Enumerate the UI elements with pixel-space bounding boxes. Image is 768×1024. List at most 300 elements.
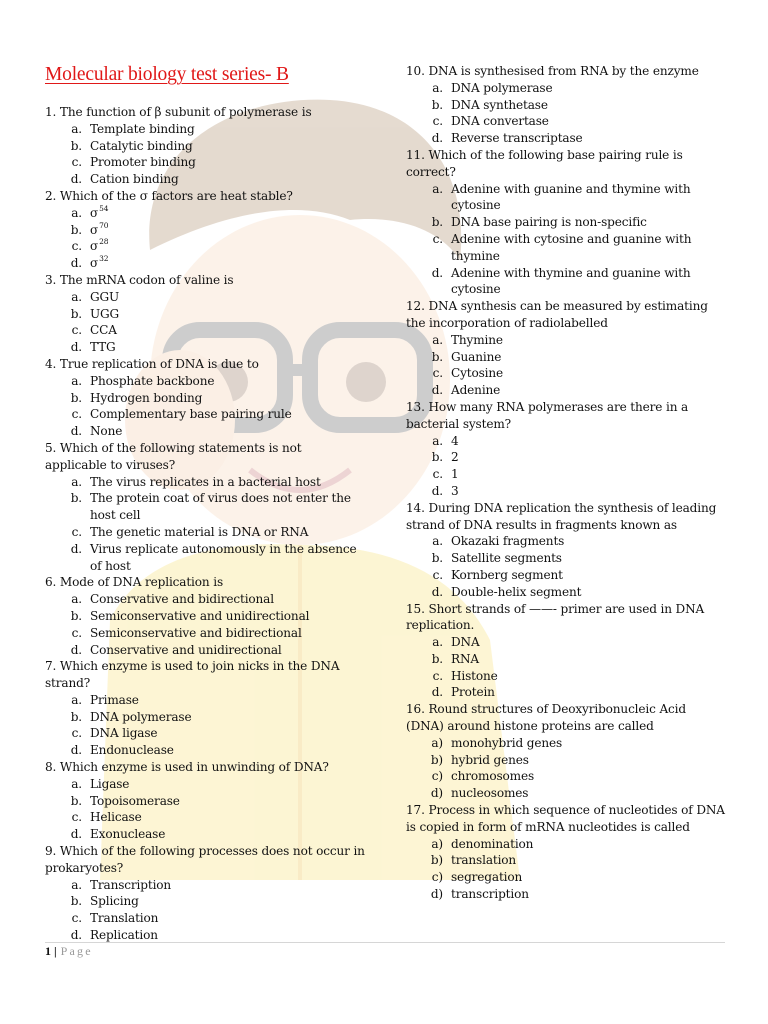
question-block — [45, 440, 365, 574]
option-label: b. — [70, 793, 82, 808]
option-text-wrap — [90, 121, 365, 138]
option-text: Translation — [90, 911, 159, 926]
option-label: a. — [432, 181, 443, 196]
question-block — [406, 802, 726, 903]
option-label: c. — [71, 239, 82, 254]
option-text: Adenine with cytosine and guanine with thymine — [451, 231, 692, 263]
option-item — [406, 332, 726, 349]
option-text-wrap — [451, 752, 726, 769]
option-label: b. — [70, 894, 82, 909]
question-text: 1. The function of β subunit of polymerase is — [45, 105, 312, 119]
option-text: Semiconservative and unidirectional — [90, 608, 310, 623]
option-label: a. — [432, 332, 443, 347]
option-text: Primase — [90, 692, 139, 707]
option-label: b. — [431, 450, 443, 465]
option-text: Thymine — [451, 332, 503, 347]
option-text-wrap — [451, 533, 726, 550]
option-text-wrap — [451, 433, 726, 450]
option-text-wrap — [451, 651, 726, 668]
option-superscript: 70 — [99, 220, 109, 230]
option-text-wrap — [90, 877, 365, 894]
option-label: c. — [71, 323, 82, 338]
option-text-wrap — [451, 886, 726, 903]
option-text-wrap — [90, 608, 365, 625]
option-item — [45, 524, 365, 541]
option-label: d) — [430, 887, 443, 902]
option-text: Virus replicate autonomously in the absence of host — [90, 541, 357, 573]
option-text: Phosphate backbone — [90, 373, 215, 388]
question-text: 13. How many RNA polymerases are there in a bacterial system? — [406, 399, 689, 431]
option-text-wrap — [90, 306, 365, 323]
option-item — [406, 651, 726, 668]
option-item — [45, 390, 365, 407]
left-column — [45, 104, 365, 944]
option-item — [45, 373, 365, 390]
question-text: 11. Which of the following base pairing rule is correct? — [406, 147, 683, 179]
option-item — [406, 533, 726, 550]
option-text-wrap — [451, 113, 726, 130]
option-label: b. — [431, 651, 443, 666]
option-text: Kornberg segment — [451, 567, 563, 582]
option-item — [406, 97, 726, 114]
option-item — [406, 785, 726, 802]
option-item — [406, 836, 726, 853]
option-text: GGU — [90, 289, 120, 304]
question-text: 14. During DNA replication the synthesis of leading strand of DNA results in fragments known as — [406, 500, 717, 532]
page-label: Page — [60, 944, 93, 958]
option-item — [45, 289, 365, 306]
option-text-wrap — [451, 231, 726, 265]
option-label: c. — [432, 567, 443, 582]
option-text-wrap — [90, 524, 365, 541]
option-label: b. — [70, 222, 82, 237]
option-list — [406, 634, 726, 701]
option-text: Replication — [90, 928, 158, 943]
option-text: nucleosomes — [451, 786, 529, 801]
option-label: b. — [70, 138, 82, 153]
option-label: b. — [70, 709, 82, 724]
option-text: UGG — [90, 306, 120, 321]
option-label: b. — [70, 608, 82, 623]
option-text: DNA polymerase — [90, 709, 192, 724]
option-item — [406, 265, 726, 299]
option-label: d. — [70, 541, 82, 556]
option-label: a. — [71, 776, 82, 791]
option-text-wrap — [90, 776, 365, 793]
option-label: b. — [431, 215, 443, 230]
option-text-wrap — [90, 406, 365, 423]
option-item — [45, 171, 365, 188]
option-text: Transcription — [90, 877, 172, 892]
option-text-wrap — [90, 289, 365, 306]
option-superscript: 28 — [99, 237, 109, 247]
question-text: 8. Which enzyme is used in unwinding of DNA? — [45, 760, 329, 775]
option-label: c. — [432, 366, 443, 381]
option-item — [406, 768, 726, 785]
option-item — [45, 138, 365, 155]
option-text-wrap — [451, 349, 726, 366]
option-label: a. — [71, 373, 82, 388]
option-text-wrap — [451, 836, 726, 853]
option-text: σ — [90, 239, 99, 254]
option-superscript: 54 — [99, 203, 109, 213]
option-text-wrap — [90, 742, 365, 759]
option-text-wrap — [451, 785, 726, 802]
option-text-wrap — [90, 692, 365, 709]
option-label: d. — [70, 256, 82, 271]
option-label: a. — [71, 205, 82, 220]
option-item — [45, 809, 365, 826]
option-label: d. — [70, 172, 82, 187]
option-label: a. — [71, 692, 82, 707]
option-text-wrap — [90, 591, 365, 608]
option-text: The protein coat of virus does not enter the host cell — [90, 491, 351, 523]
option-text: σ — [90, 222, 99, 237]
option-text-wrap — [90, 138, 365, 155]
question-text: 12. DNA synthesis can be measured by estimating the incorporation of radiolabelled — [406, 299, 708, 330]
option-text: Endonuclease — [90, 743, 174, 758]
option-text-wrap — [451, 265, 726, 299]
option-label: a. — [71, 877, 82, 892]
option-item — [406, 130, 726, 147]
option-item — [45, 222, 365, 239]
option-list — [45, 591, 365, 658]
option-text-wrap — [90, 642, 365, 659]
option-item — [45, 255, 365, 272]
option-text-wrap — [451, 483, 726, 500]
option-text-wrap — [90, 423, 365, 440]
option-label: b. — [70, 306, 82, 321]
option-item — [45, 154, 365, 171]
option-text: DNA base pairing is non-specific — [451, 215, 647, 230]
option-item — [406, 80, 726, 97]
option-text-wrap — [90, 322, 365, 339]
option-text-wrap — [451, 567, 726, 584]
question-text: 7. Which enzyme is used to join nicks in the DNA strand? — [45, 659, 340, 691]
option-text-wrap — [90, 222, 365, 239]
option-label: d. — [431, 685, 443, 700]
option-text-wrap — [451, 634, 726, 651]
option-item — [406, 214, 726, 231]
option-list — [45, 373, 365, 440]
question-block — [45, 272, 365, 356]
option-text: Double-helix segment — [451, 584, 582, 599]
option-text: hybrid genes — [451, 752, 529, 767]
option-item — [406, 584, 726, 601]
page-footer — [45, 944, 93, 959]
question-text: 10. DNA is synthesised from RNA by the enzyme — [406, 64, 699, 78]
option-item — [406, 735, 726, 752]
option-list — [45, 877, 365, 944]
option-text: DNA synthetase — [451, 97, 548, 112]
option-text-wrap — [451, 684, 726, 701]
option-label: b. — [70, 491, 82, 506]
option-item — [45, 793, 365, 810]
option-item — [45, 121, 365, 138]
option-text: DNA ligase — [90, 726, 158, 741]
option-text-wrap — [90, 154, 365, 171]
option-text-wrap — [451, 550, 726, 567]
option-text: Guanine — [451, 349, 502, 364]
option-label: c. — [71, 407, 82, 422]
option-text: 4 — [451, 433, 459, 448]
option-list — [406, 533, 726, 600]
option-label: d. — [431, 131, 443, 146]
option-item — [45, 205, 365, 222]
option-text: Reverse transcriptase — [451, 131, 583, 146]
question-text: 2. Which of the σ factors are heat stable? — [45, 188, 293, 203]
option-text-wrap — [90, 490, 365, 524]
option-text-wrap — [451, 584, 726, 601]
option-item — [406, 433, 726, 450]
option-label: c. — [71, 911, 82, 926]
option-text: Promoter binding — [90, 155, 196, 170]
option-item — [406, 852, 726, 869]
option-label: c. — [432, 467, 443, 482]
option-text: Cytosine — [451, 366, 504, 381]
option-item — [45, 776, 365, 793]
option-text: 1 — [451, 467, 459, 482]
option-text-wrap — [90, 205, 365, 222]
question-text: 6. Mode of DNA replication is — [45, 575, 224, 590]
option-item — [45, 238, 365, 255]
page-number: 1 — [45, 944, 51, 958]
option-list — [45, 692, 365, 759]
option-text-wrap — [90, 255, 365, 272]
option-text: monohybrid genes — [451, 735, 563, 750]
option-item — [406, 349, 726, 366]
option-item — [45, 877, 365, 894]
option-text: Conservative and unidirectional — [90, 642, 282, 657]
option-item — [406, 550, 726, 567]
option-text-wrap — [451, 449, 726, 466]
option-item — [406, 382, 726, 399]
question-text: 15. Short strands of ——- primer are used in DNA replication. — [406, 601, 705, 633]
option-label: d. — [70, 642, 82, 657]
option-item — [406, 466, 726, 483]
option-text-wrap — [451, 97, 726, 114]
option-item — [45, 322, 365, 339]
option-text: CCA — [90, 323, 117, 338]
option-text-wrap — [90, 171, 365, 188]
option-text-wrap — [90, 893, 365, 910]
option-label: b. — [431, 97, 443, 112]
option-text: Adenine — [451, 383, 501, 398]
option-label: c. — [71, 810, 82, 825]
option-text: Semiconservative and bidirectional — [90, 625, 302, 640]
option-text-wrap — [90, 809, 365, 826]
option-text: Complementary base pairing rule — [90, 407, 292, 422]
option-text-wrap — [90, 793, 365, 810]
option-label: a. — [71, 474, 82, 489]
option-text: chromosomes — [451, 769, 535, 784]
question-block — [45, 356, 365, 440]
option-item — [45, 490, 365, 524]
option-text: Topoisomerase — [90, 793, 180, 808]
option-text: TTG — [90, 340, 116, 355]
option-text-wrap — [451, 869, 726, 886]
option-label: a. — [71, 121, 82, 136]
option-label: a. — [432, 534, 443, 549]
option-text: Hydrogen bonding — [90, 390, 203, 405]
option-label: d. — [70, 928, 82, 943]
option-item — [45, 692, 365, 709]
option-item — [406, 869, 726, 886]
option-text: Adenine with thymine and guanine with cytosine — [451, 265, 691, 297]
option-text-wrap — [451, 852, 726, 869]
option-item — [45, 306, 365, 323]
footer-separator: | — [54, 944, 57, 958]
option-text: None — [90, 424, 123, 439]
option-item — [406, 634, 726, 651]
option-text-wrap — [90, 910, 365, 927]
option-item — [406, 231, 726, 265]
option-text-wrap — [90, 339, 365, 356]
option-item — [45, 339, 365, 356]
option-text-wrap — [90, 373, 365, 390]
question-block — [406, 399, 726, 500]
option-item — [45, 406, 365, 423]
option-item — [45, 893, 365, 910]
option-item — [45, 625, 365, 642]
option-item — [45, 725, 365, 742]
option-superscript: 32 — [99, 254, 109, 264]
option-label: c. — [71, 625, 82, 640]
option-item — [406, 684, 726, 701]
option-text-wrap — [90, 709, 365, 726]
option-text: The virus replicates in a bacterial host — [90, 474, 321, 489]
option-text-wrap — [451, 365, 726, 382]
option-text-wrap — [451, 735, 726, 752]
question-block — [406, 298, 726, 399]
question-block — [45, 104, 365, 188]
option-text: DNA convertase — [451, 114, 549, 129]
option-label: a. — [432, 433, 443, 448]
option-text: The genetic material is DNA or RNA — [90, 524, 309, 539]
option-text: segregation — [451, 870, 523, 885]
option-text: DNA polymerase — [451, 80, 553, 95]
option-list — [45, 474, 365, 575]
option-text: transcription — [451, 887, 529, 902]
right-column — [406, 63, 726, 903]
option-label: a) — [431, 836, 443, 851]
option-item — [45, 826, 365, 843]
option-text-wrap — [90, 625, 365, 642]
option-text-wrap — [90, 390, 365, 407]
option-text: Satellite segments — [451, 551, 562, 566]
option-label: a) — [431, 735, 443, 750]
option-text: Okazaki fragments — [451, 534, 565, 549]
option-item — [406, 752, 726, 769]
option-text: Protein — [451, 685, 495, 700]
option-list — [406, 181, 726, 299]
option-list — [45, 289, 365, 356]
option-label: c. — [432, 668, 443, 683]
option-label: b. — [70, 390, 82, 405]
option-text: 3 — [451, 483, 459, 498]
option-label: a. — [432, 635, 443, 650]
question-text: 16. Round structures of Deoxyribonucleic Acid (DNA) around histone proteins are called — [406, 702, 686, 734]
option-text-wrap — [451, 214, 726, 231]
option-list — [406, 433, 726, 500]
question-text: 17. Process in which sequence of nucleotides of DNA is copied in form of mRNA nucleotides is called — [406, 803, 725, 834]
option-text: Splicing — [90, 894, 139, 909]
option-label: b. — [431, 551, 443, 566]
option-label: a. — [71, 592, 82, 607]
option-item — [45, 541, 365, 575]
question-block — [45, 574, 365, 658]
option-item — [406, 365, 726, 382]
option-text: Histone — [451, 668, 498, 683]
option-text: 2 — [451, 450, 459, 465]
option-label: d. — [70, 340, 82, 355]
option-label: a. — [71, 289, 82, 304]
option-item — [45, 608, 365, 625]
option-item — [45, 742, 365, 759]
option-text: Ligase — [90, 776, 130, 791]
option-text: translation — [451, 853, 517, 868]
option-text-wrap — [90, 725, 365, 742]
option-label: d. — [70, 827, 82, 842]
option-text: σ — [90, 256, 99, 271]
question-block — [406, 601, 726, 702]
option-list — [406, 332, 726, 399]
option-label: d. — [70, 424, 82, 439]
question-block — [45, 759, 365, 843]
option-text: Helicase — [90, 810, 142, 825]
option-label: c. — [71, 155, 82, 170]
option-text-wrap — [451, 668, 726, 685]
question-block — [45, 843, 365, 944]
option-text: denomination — [451, 836, 534, 851]
option-label: c) — [431, 870, 443, 885]
option-label: c. — [432, 114, 443, 129]
option-list — [406, 836, 726, 903]
option-list — [45, 205, 365, 272]
option-text: Cation binding — [90, 172, 179, 187]
option-text-wrap — [90, 238, 365, 255]
option-text-wrap — [451, 466, 726, 483]
question-block — [45, 658, 365, 759]
option-text-wrap — [451, 332, 726, 349]
page-title: Molecular biology test series- B — [45, 64, 289, 85]
question-text: 5. Which of the following statements is not applicable to viruses? — [45, 440, 302, 472]
option-item — [45, 642, 365, 659]
option-text-wrap — [451, 80, 726, 97]
option-item — [406, 483, 726, 500]
option-list — [45, 776, 365, 843]
option-label: d. — [70, 743, 82, 758]
option-text-wrap — [90, 541, 365, 575]
option-text: Exonuclease — [90, 827, 166, 842]
question-block — [45, 188, 365, 272]
option-item — [406, 449, 726, 466]
footer-divider — [45, 942, 725, 943]
option-text: DNA — [451, 635, 480, 650]
option-item — [406, 113, 726, 130]
option-label: b) — [430, 752, 443, 767]
option-label: d. — [431, 265, 443, 280]
option-label: d. — [431, 483, 443, 498]
option-text-wrap — [90, 474, 365, 491]
option-text-wrap — [451, 382, 726, 399]
option-label: d. — [431, 584, 443, 599]
question-block — [406, 701, 726, 802]
option-item — [45, 709, 365, 726]
option-text: Catalytic binding — [90, 138, 193, 153]
option-item — [45, 423, 365, 440]
option-label: c. — [71, 524, 82, 539]
